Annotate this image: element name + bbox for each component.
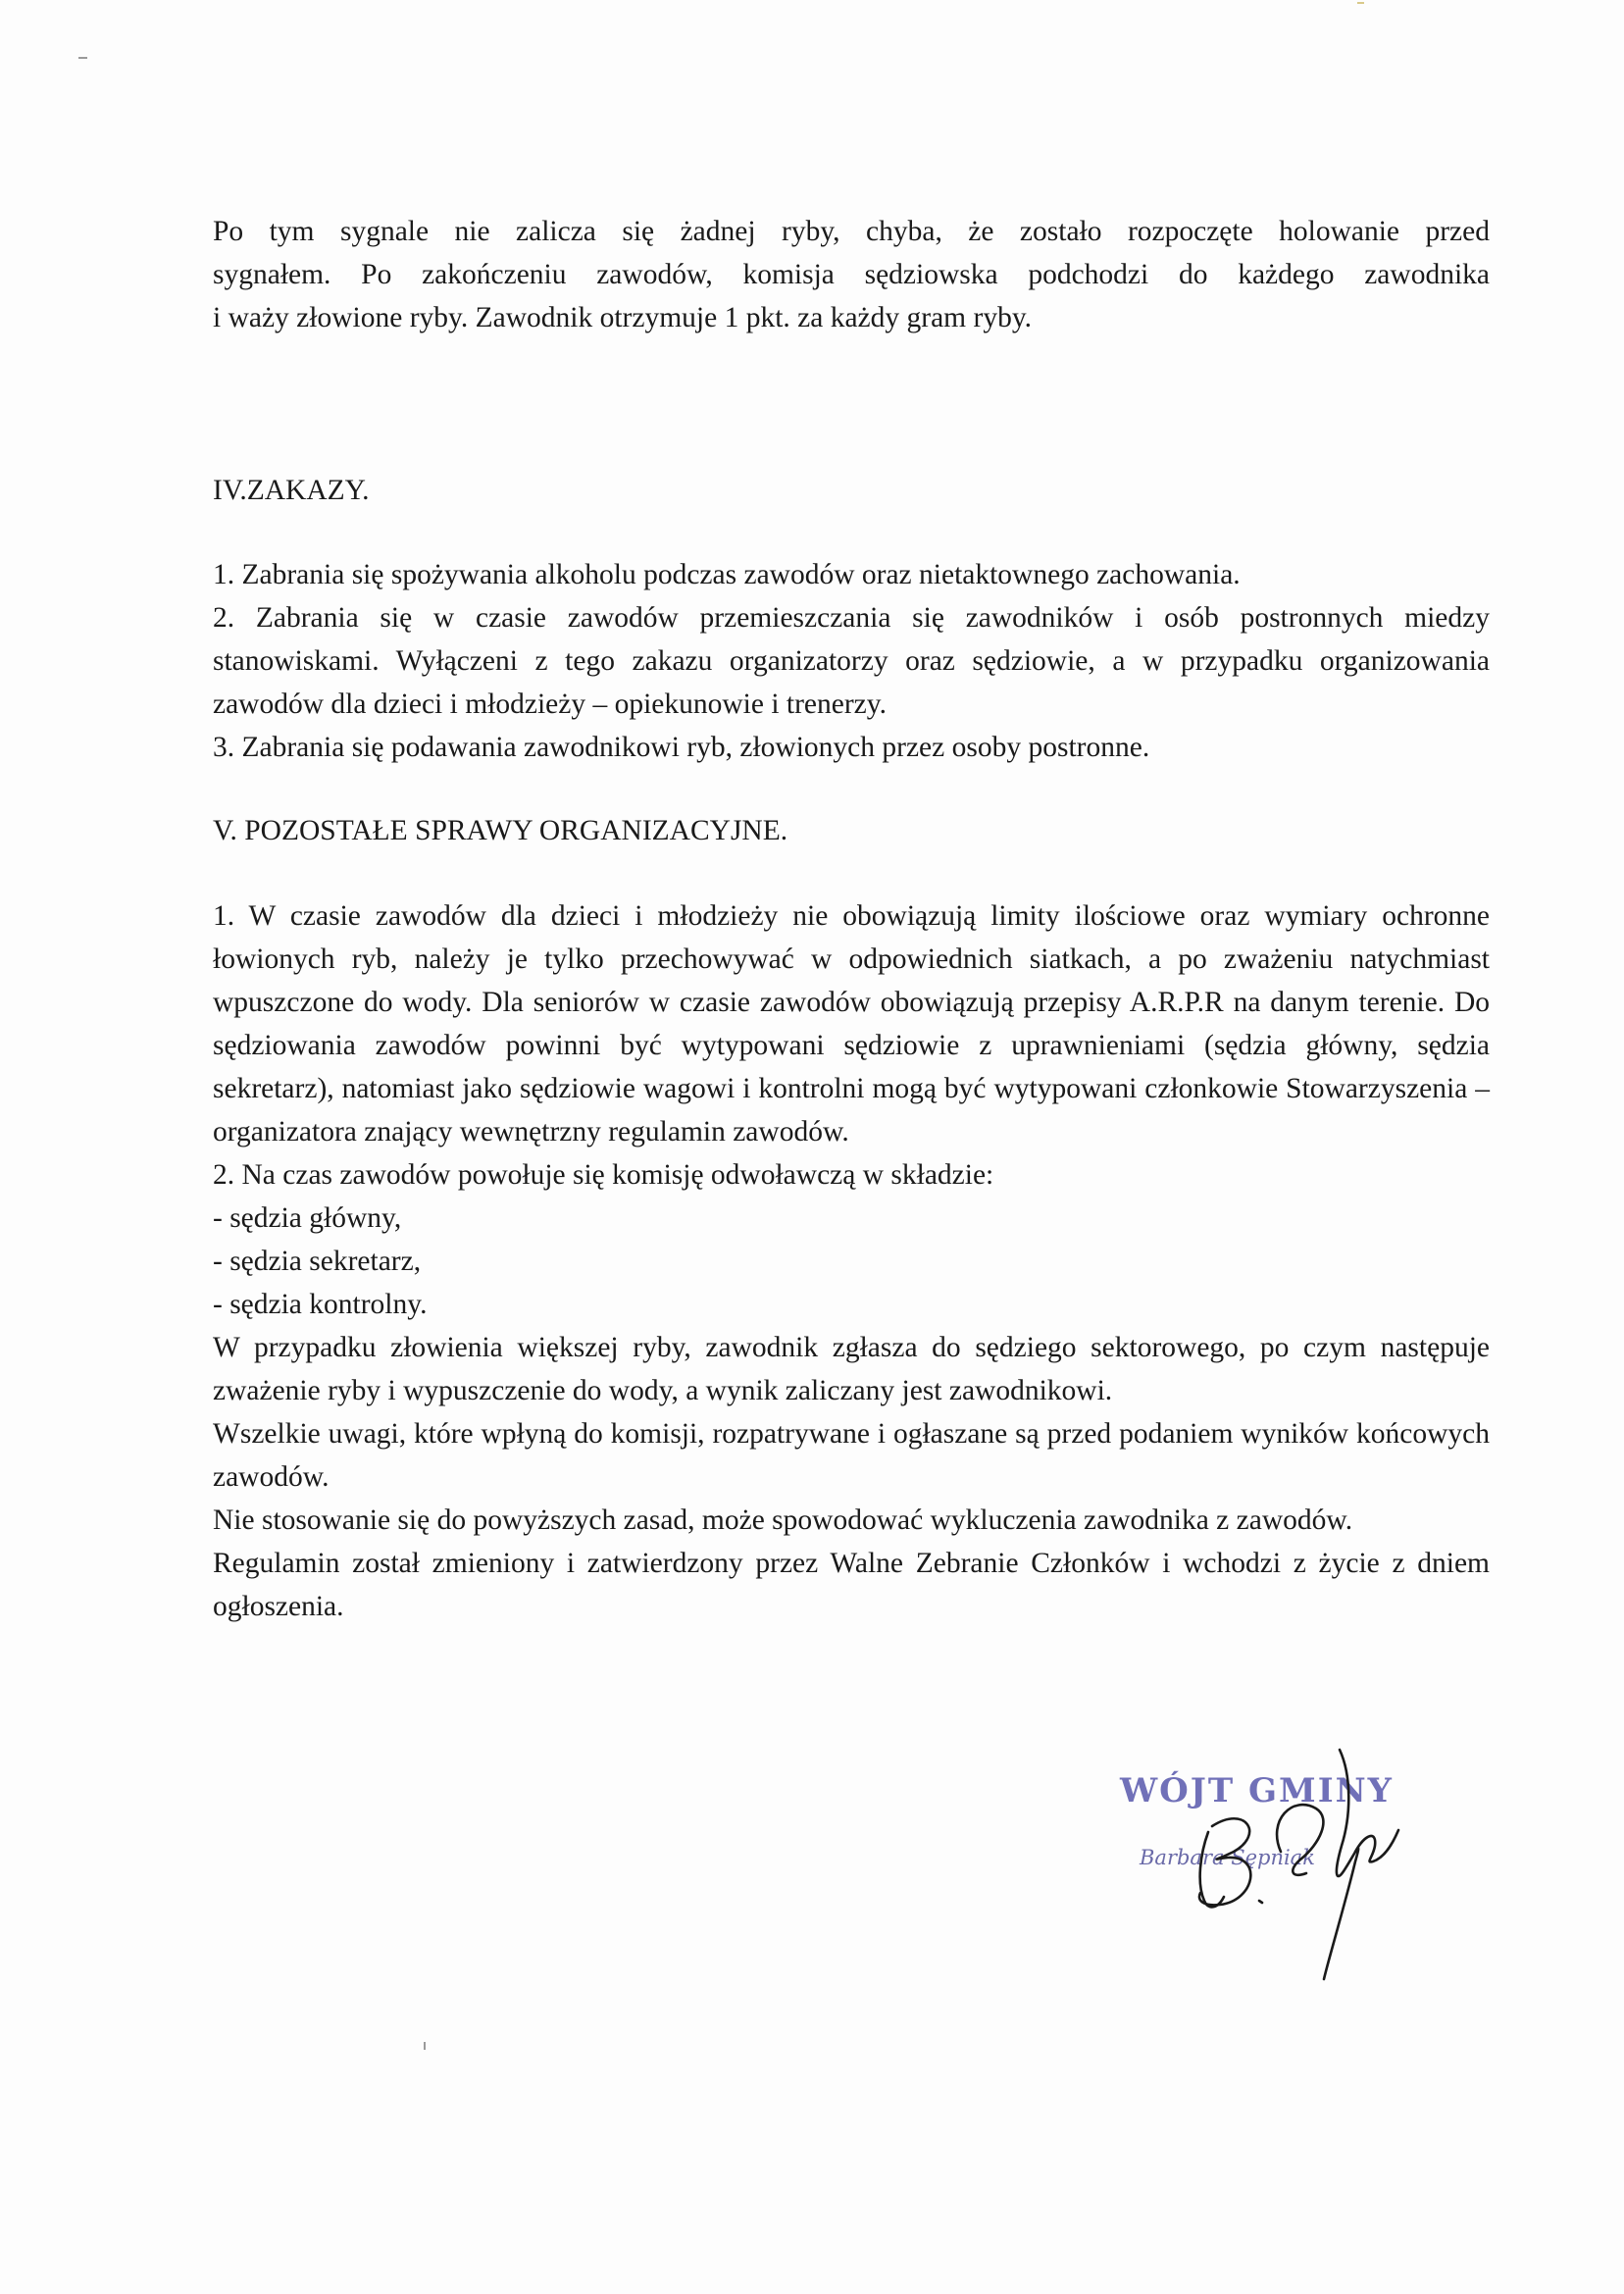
section-5-heading: V. POZOSTAŁE SPRAWY ORGANIZACYJNE.	[213, 815, 788, 846]
committee-member: - sędzia kontrolny.	[213, 1289, 428, 1320]
section-4-item-2: 2. Zabrania się w czasie zawodów przemieszczania się zawodników i osób postronnych miedzy stanowiskami. Wyłączeni z tego zakazu organizatorzy oraz sędziowie, a w przypadku organizowania zawodów dla dzieci i młodzieży – opiekunowie i trenerzy.	[213, 602, 1490, 720]
scan-mark-top-left	[78, 57, 87, 59]
official-stamp-name: Barbara Sępniak	[1140, 1846, 1315, 1869]
section-4-list	[213, 553, 1490, 769]
scan-mark-top-right	[1357, 2, 1364, 4]
intro-paragraph	[213, 210, 1490, 339]
scan-mark-bottom	[424, 2042, 426, 2050]
section-5-paragraph-2: Wszelkie uwagi, które wpłyną do komisji, rozpatrywane i ogłaszane są przed podaniem wyników końcowych zawodów.	[213, 1418, 1490, 1493]
committee-member: - sędzia główny,	[213, 1202, 402, 1234]
intro-line-2: sygnałem. Po zakończeniu zawodów, komisja sędziowska podchodzi do każdego zawodnika	[213, 259, 1490, 290]
section-5-paragraph-1: W przypadku złowienia większej ryby, zawodnik zgłasza do sędziego sektorowego, po czym następuje zważenie ryby i wypuszczenie do wody, a wynik zaliczany jest zawodnikowi.	[213, 1332, 1490, 1406]
section-5-paragraph-4: Regulamin został zmieniony i zatwierdzony przez Walne Zebranie Członków i wchodzi z życie z dniem ogłoszenia.	[213, 1548, 1490, 1622]
handwritten-signature	[1098, 1736, 1422, 1991]
official-stamp-title: WÓJT GMINY	[1120, 1771, 1394, 1810]
section-5-item-2: 2. Na czas zawodów powołuje się komisję odwoławczą w składzie:	[213, 1159, 994, 1191]
section-5-item-1: 1. W czasie zawodów dla dzieci i młodzieży nie obowiązują limity ilościowe oraz wymiary ochronne łowionych ryb, należy je tylko przechowywać w odpowiednich siatkach, a po zważeniu natychmiast wpuszczone do wody. Dla seniorów w czasie zawodów obowiązują przepisy A.R.P.R na danym terenie. Do sędziowania zawodów powinni być wytypowani sędziowie z uprawnieniami (sędzia główny, sędzia sekretarz), natomiast jako sędziowie wagowi i kontrolni mogą być wytypowani członkowie Stowarzyszenia – organizatora znający wewnętrzny regulamin zawodów.	[213, 900, 1490, 1147]
section-4-item-1: 1. Zabrania się spożywania alkoholu podczas zawodów oraz nietaktownego zachowania.	[213, 559, 1241, 590]
committee-member: - sędzia sekretarz,	[213, 1246, 422, 1277]
section-5-paragraph-3: Nie stosowanie się do powyższych zasad, może spowodować wykluczenia zawodnika z zawodów.	[213, 1504, 1353, 1536]
stamp-and-signature	[1098, 1736, 1422, 1991]
section-4-heading: IV.ZAKAZY.	[213, 475, 370, 506]
intro-line-1: Po tym sygnale nie zalicza się żadnej ryby, chyba, że zostało rozpoczęte holowanie przed	[213, 216, 1490, 247]
section-5-body	[213, 894, 1490, 1628]
intro-line-3: i waży złowione ryby. Zawodnik otrzymuje 1 pkt. za każdy gram ryby.	[213, 302, 1033, 333]
section-4-item-3: 3. Zabrania się podawania zawodnikowi ryb, złowionych przez osoby postronne.	[213, 732, 1150, 763]
